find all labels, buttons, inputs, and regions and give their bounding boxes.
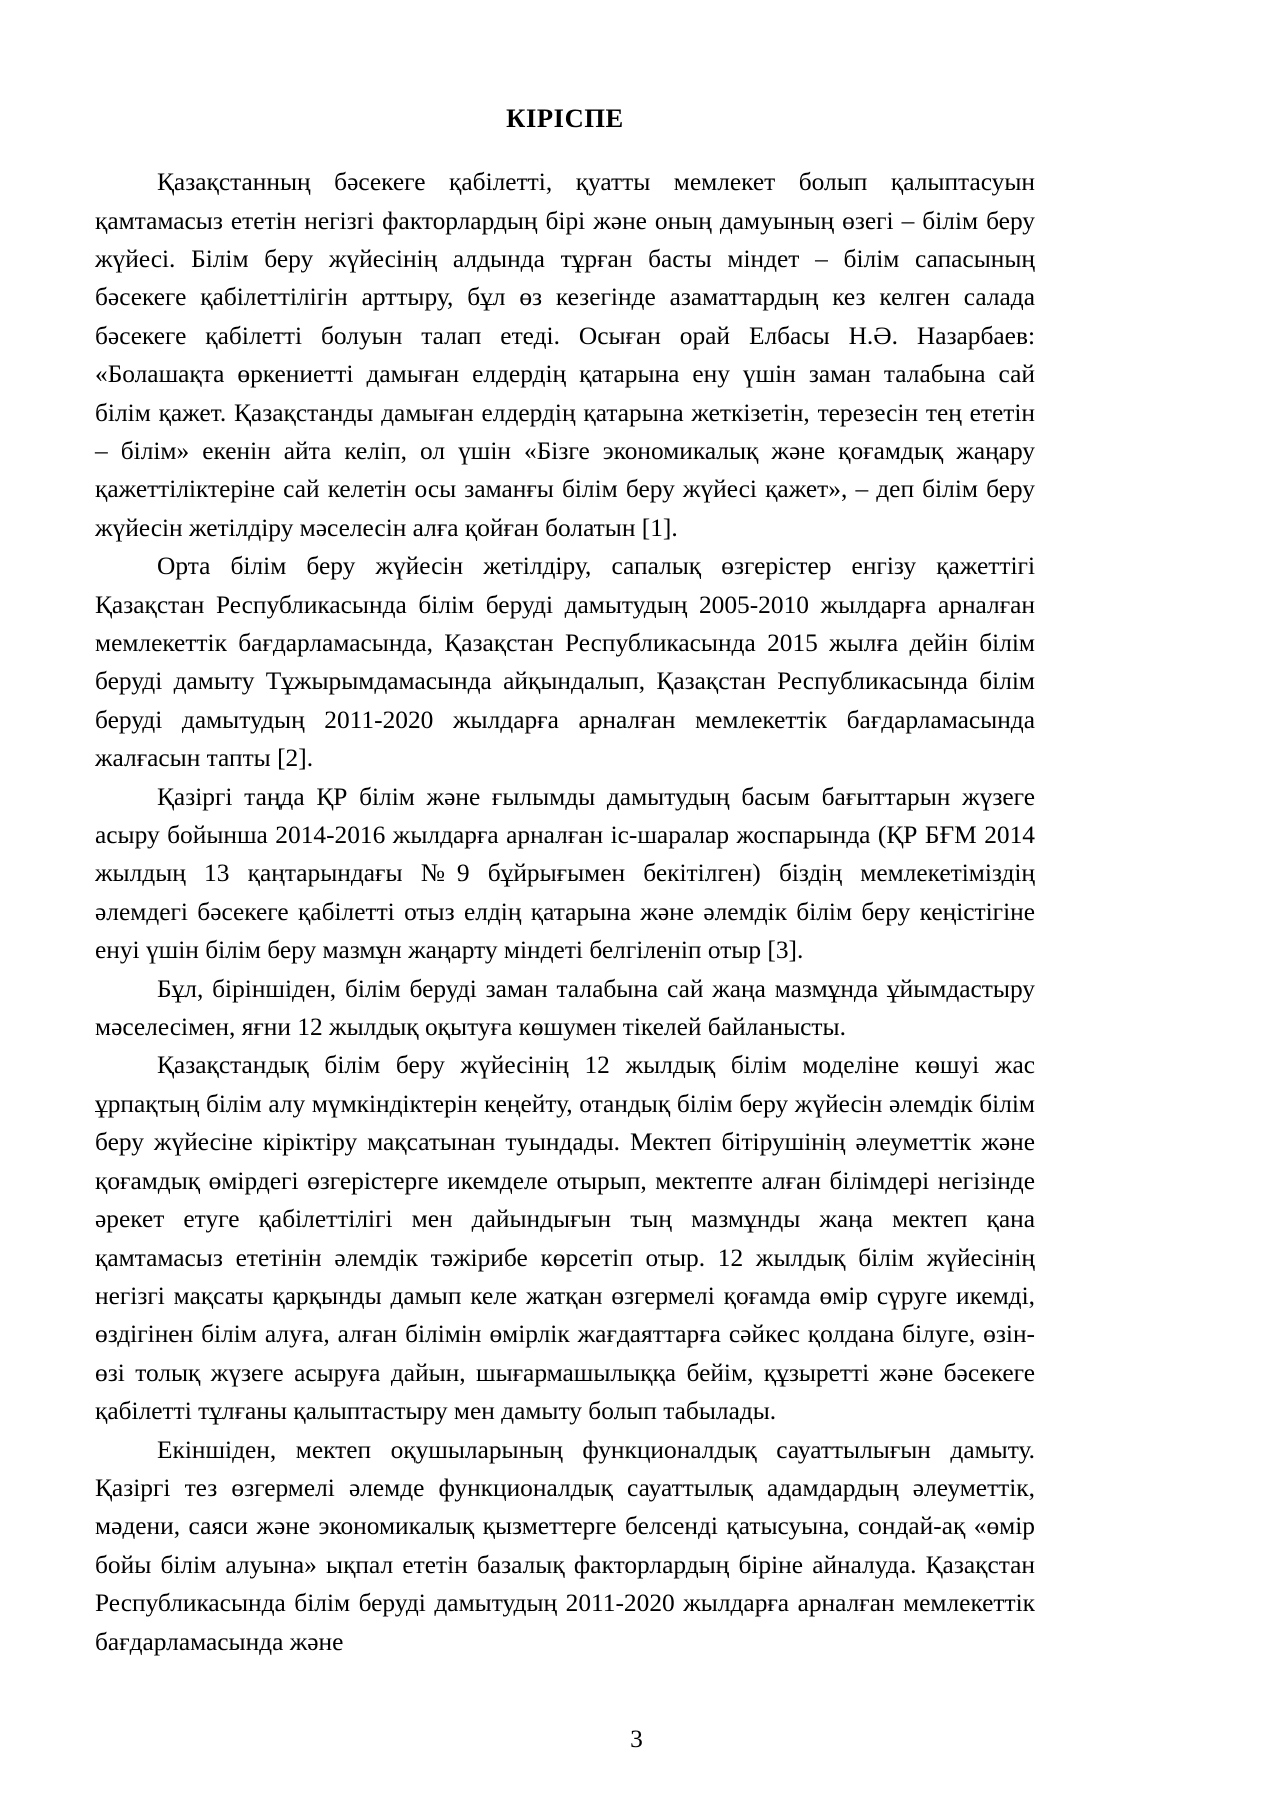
page-title: КІРІСПЕ xyxy=(506,103,624,133)
paragraph-4: Бұл, біріншіден, білім беруді заман талабына сай жаңа мазмұнда ұйымдастыру мәселесімен, яғни 12 жылдық оқытуға көшумен тікелей байланысты. xyxy=(95,974,1035,1042)
paragraph-1: Қазақстанның бәсекеге қабілетті, қуатты мемлекет болып қалыптасуын қамтамасыз ететін негізгі факторлардың бірі және оның дамуының өзегі – білім беру жүйесі. Білім беру жүйесінің алдында тұрған басты міндет – білім сапасының бәсекеге қабілеттілігін арттыру, бұл өз кезегінде азаматтардың кез келген салада бәсекеге қабілетті болуын талап етеді. Осыған орай Елбасы Н.Ә. Назарбаев: «Болашақта өркениетті дамыған елдердің қатарына ену үшін заман талабына сай білім қажет. Қазақстанды дамыған елдердің қатарына жеткізетін, терезесін тең ететін – білім» екенін айта келіп, ол үшін «Бізге экономикалық және қоғамдық жаңару қажеттіліктеріне сай келетін осы заманғы білім беру жүйесі қажет», – деп білім беру жүйесін жетілдіру мәселесін алға қойған болатын [1]. xyxy=(95,168,1035,542)
page-number: 3 xyxy=(630,1724,643,1753)
paragraph-3: Қазіргі таңда ҚР білім және ғылымды дамытудың басым бағыттарын жүзеге асыру бойынша 2014-2016 жылдарға арналған іс-шаралар жоспарында (ҚР БҒМ 2014 жылдың 13 қаңтарындағы №9 бұйрығымен бекітілген) біздің мемлекетіміздің әлемдегі бәсекеге қабілетті отыз елдің қатарына және әлемдік білім беру кеңістігіне енуі үшін білім беру мазмұн жаңарту міндеті белгіленіп отыр [3]. xyxy=(95,782,1035,965)
paragraph-2: Орта білім беру жүйесін жетілдіру, сапалық өзгерістер енгізу қажеттігі Қазақстан Республикасында білім беруді дамытудың 2005-2010 жылдарға арналған мемлекеттік бағдарламасында, Қазақстан Республикасында 2015 жылға дейін білім беруді дамыту Тұжырымдамасында айқындалып, Қазақстан Республикасында білім беруді дамытудың 2011-2020 жылдарға арналған мемлекеттік бағдарламасында жалғасын тапты [2]. xyxy=(95,552,1035,773)
paragraph-5: Қазақстандық білім беру жүйесінің 12 жылдық білім моделіне көшуі жас ұрпақтың білім алу мүмкіндіктерін кеңейту, отандық білім беру жүйесін әлемдік білім беру жүйесіне кіріктіру мақсатынан туындады. Мектеп бітірушінің әлеуметтік және қоғамдық өмірдегі өзгерістерге икемделе отырып, мектепте алған білімдері негізінде әрекет етуге қабілеттілігі мен дайындығын тың мазмұнды жаңа мектеп қана қамтамасыз ететінін әлемдік тәжірибе көрсетіп отыр. 12 жылдық білім жүйесінің негізгі мақсаты қарқынды дамып келе жатқан өзгермелі қоғамда өмір сүруге икемді, өздігінен білім алуға, алған білімін өмірлік жағдаяттарға сәйкес қолдана білуге, өзін-өзі толық жүзеге асыруға дайын, шығармашылыққа бейім, құзыретті және бәсекеге қабілетті тұлғаны қалыптастыру мен дамыту болып табылады. xyxy=(95,1051,1035,1426)
body-text-column xyxy=(95,163,1035,1661)
paragraph-6: Екіншіден, мектеп оқушыларының функционалдық сауаттылығын дамыту. Қазіргі тез өзгермелі әлемде функционалдық сауаттылық адамдардың әлеуметтік, мәдени, саяси және экономикалық қызметтерге белсенді қатысуына, сондай-ақ «өмір бойы білім алуына» ықпал ететін базалық факторлардың біріне айналуда. Қазақстан Республикасында білім беруді дамытудың 2011-2020 жылдарға арналған мемлекеттік бағдарламасында және xyxy=(95,1435,1035,1656)
